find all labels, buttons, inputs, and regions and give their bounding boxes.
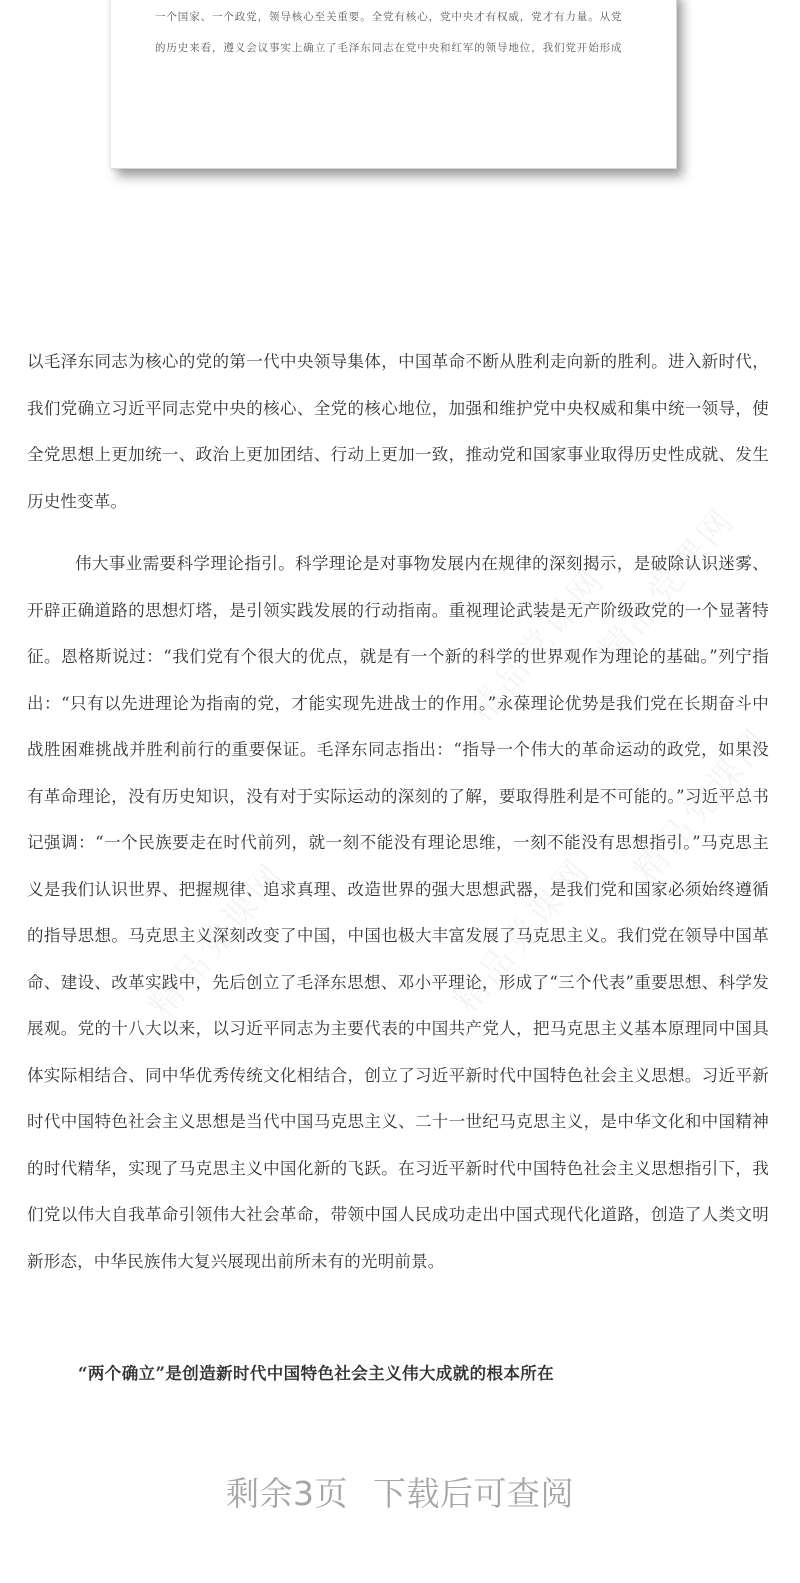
paragraph: 以毛泽东同志为核心的党的第一代中央领导集体，中国革命不断从胜利走向新的胜利。进入新时代，我们党确立习近平同志党中央的核心、全党的核心地位，加强和维护党中央权威和集中统一领导，使全党思想上更加统一、政治上更加团结、行动上更加一致，推动党和国家事业取得历史性成就、发生历史性变革。: [27, 352, 769, 511]
preview-line-1: 一个国家、一个政党，领导核心至关重要。全党有核心，党中央才有权威，党才有力量。从党: [155, 11, 623, 23]
section-heading: “两个确立”是创造新时代中国特色社会主义伟大成就的根本所在: [78, 1364, 555, 1383]
paragraph: 伟大事业需要科学理论指引。科学理论是对事物发展内在规律的深刻揭示，是破除认识迷雾、开辟正确道路的思想灯塔，是引领实践发展的行动指南。重视理论武装是无产阶级政党的一个显著特征。恩格斯说过：“我们党有个很大的优点，就是有一个新的科学的世界观作为理论的基础。”列宁指出：“只有以先进理论为指南的党，才能实现先进战士的作用。”永葆理论优势是我们党在长期奋斗中战胜困难挑战并胜利前行的重要保证。毛泽东同志指出：“指导一个伟大的革命运动的政党，如果没有革命理论，没有历史知识，没有对于实际运动的深刻的了解，要取得胜利是不可能的。”习近平总书记强调：“一个民族要走在时代前列，就一刻不能没有理论思维，一刻不能没有思想指引。”马克思主义是我们认识世界、把握规律、追求真理、改造世界的强大思想武器，是我们党和国家必须始终遵循的指导思想。马克思主义深刻改变了中国，中国也极大丰富发展了马克思主义。我们党在领导中国革命、建设、改革实践中，先后创立了毛泽东思想、邓小平理论，形成了“三个代表”重要思想、科学发展观。党的十八大以来，以习近平同志为主要代表的中国共产党人，把马克思主义基本原理同中国具体实际相结合、同中华优秀传统文化相结合，创立了习近平新时代中国特色社会主义思想。习近平新时代中国特色社会主义思想是当代中国马克思主义、二十一世纪马克思主义，是中华文化和中国精神的时代精华，实现了马克思主义中国化新的飞跃。在习近平新时代中国特色社会主义思想指引下，我们党以伟大自我革命引领伟大社会革命，带领中国人民成功走出中国式现代化道路，创造了人类文明新形态，中华民族伟大复兴展现出前所未有的光明前景。: [27, 554, 769, 1271]
preview-page-card: [111, 0, 677, 169]
preview-line-2: 的历史来看，遵义会议事实上确立了毛泽东同志在党中央和红军的领导地位，我们党开始形成: [155, 42, 623, 54]
document-body: [27, 339, 769, 1285]
remaining-pages-banner[interactable]: 剩余3页 下载后可查阅: [226, 1474, 574, 1513]
